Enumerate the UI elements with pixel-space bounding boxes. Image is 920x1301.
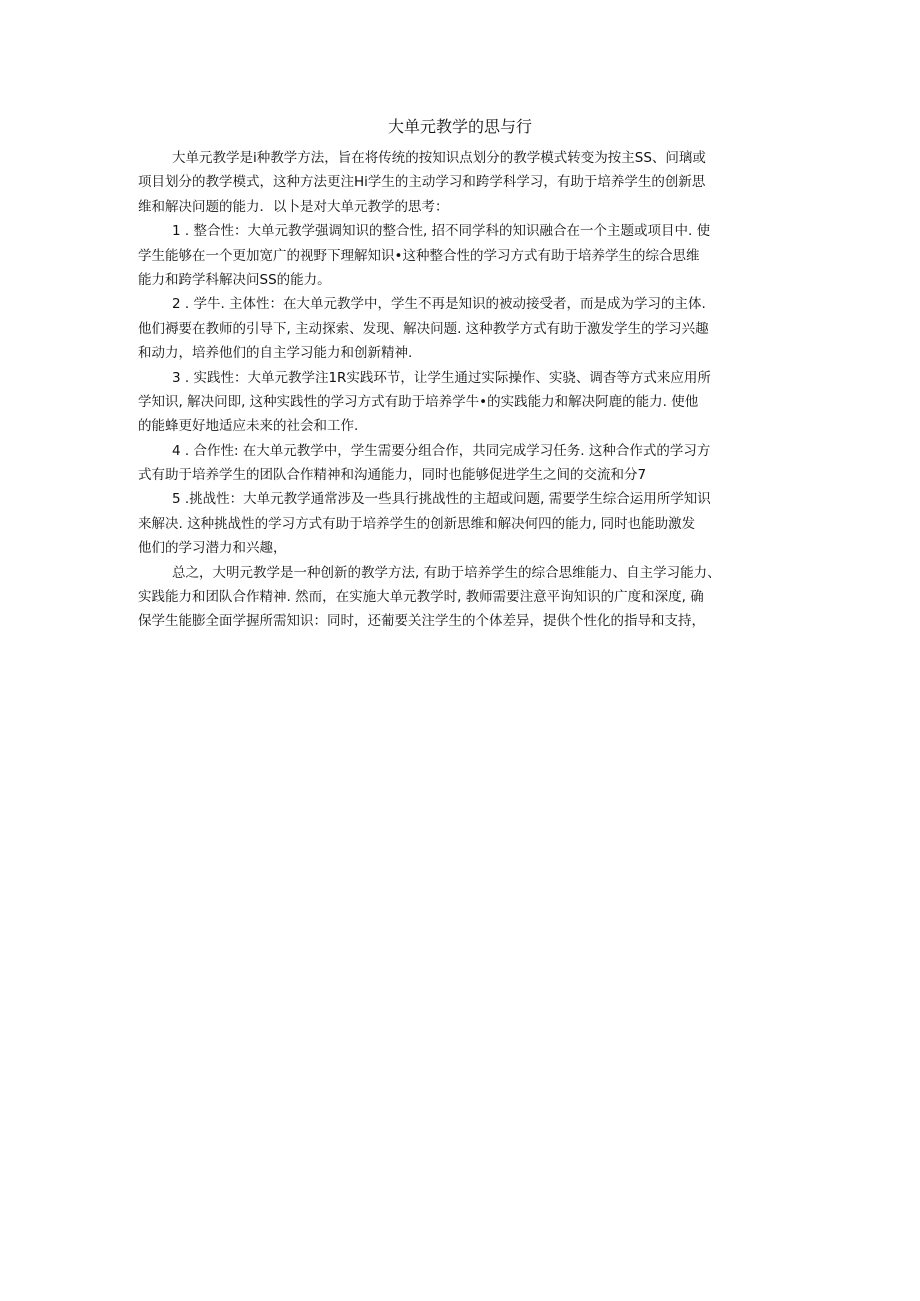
paragraph-line: 能力和跨学科解决问SS的能力。	[138, 271, 331, 288]
paragraph-line: 式有助于培养学生的团队合作精神和沟通能力，同时也能够促进学生之间的交流和分7	[138, 467, 647, 484]
document-title: 大单元教学的思与行	[387, 117, 532, 136]
paragraph-line: 维和解决问题的能力．以卜是对大单元教学的思考：	[138, 198, 449, 215]
paragraph-line: 大单元教学是i种教学方法，旨在将传统的按知识点划分的教学模式转变为按主SS、问璃或	[172, 150, 706, 166]
paragraph-line: 来解决. 这种挑战性的学习方式有助于培养学生的创新思维和解决何四的能力, 同时也能助激发	[138, 515, 696, 532]
paragraph-line: 他们褥要在教师的引导下, 主动探索、发现、解决问题. 这种教学方式有助于激发学生的学习兴趣	[138, 320, 709, 337]
document-body	[138, 146, 786, 634]
paragraph-line: 和动力，培养他们的自主学习能力和创新精神.	[138, 345, 413, 362]
paragraph-line: 实践能力和团队合作精神. 然而，在实施大单元教学时, 教师需要注意平询知识的广度和深度, 确	[138, 589, 704, 606]
paragraph-line: 3 . 实践性：大单元教学注1R实践环节，让学生通过实际操作、实骁、调杳等方式来应用所	[172, 369, 711, 386]
paragraph-line: 5 .挑战性：大单元教学通常涉及一些具行挑战性的主超或问题, 需要学生综合运用所学知识	[172, 491, 711, 508]
paragraph-line: 学知识, 解决问即, 这种实践性的学习方式有助于培养学牛•的实践能力和解决阿鹿的能力. 使他	[138, 393, 699, 410]
paragraph-line: 1 . 整合性：大单元教学强调知识的整合性, 招不同学科的知识融合在一个主题或项目中. 使	[172, 223, 711, 240]
paragraph-line: 4 . 合作性: 在大单元教学中，学生需要分组合作，共同完成学习任务. 这种合作式的学习方	[172, 442, 711, 459]
paragraph-line: 学生能够在一个更加宽广的视野下理解知识•这种整合性的学习方式有助于培养学生的综合思维	[138, 247, 700, 264]
paragraph-line: 项目划分的教学模式，这种方法更注Hi学生的主动学习和跨学科学习，有助于培养学生的创新思	[138, 174, 706, 191]
paragraph-line: 总之，大明元教学是一种创新的教学方法, 有助于培养学生的综合思维能力、自主学习能力、	[172, 564, 721, 581]
paragraph-line: 2 . 学牛. 主体性：在大单元教学中，学生不再是知识的被动接受者，而是成为学习的主体.	[172, 296, 706, 313]
paragraph-line: 保学生能膨全面学握所需知识：同时，还葡要关注学生的个体差异，提供个性化的指导和支持，	[138, 613, 705, 630]
paragraph-line: 的能蜂更好地适应未来的社会和工作.	[138, 418, 359, 435]
paragraph-line: 他们的学习潜力和兴趣，	[138, 540, 287, 557]
